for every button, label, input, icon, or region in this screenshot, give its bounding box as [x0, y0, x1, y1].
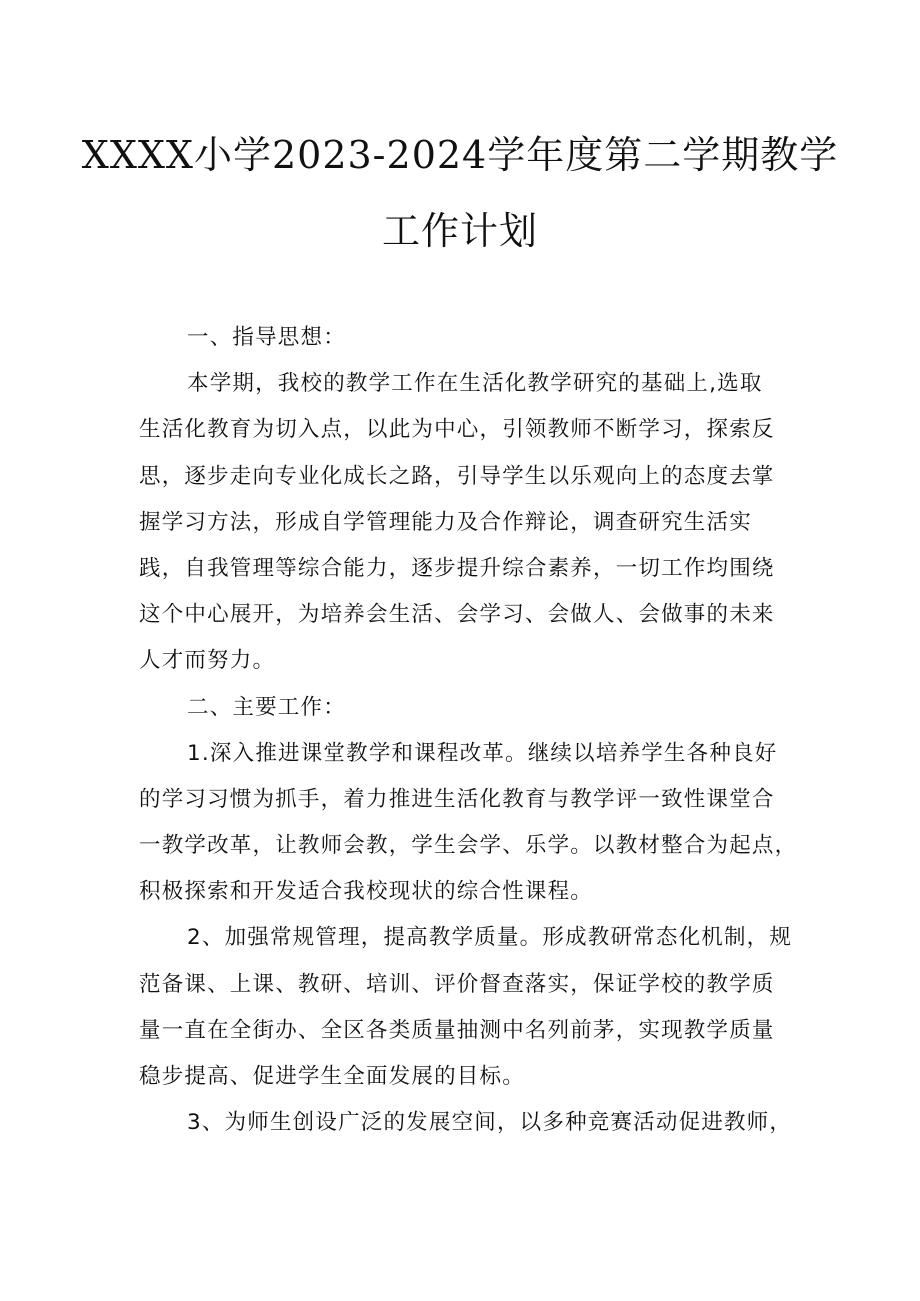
paragraph-line: 这个中心展开，为培养会生活、会学习、会做人、会做事的未来	[139, 602, 775, 628]
paragraph-line: 思，逐步走向专业化成长之路，引导学生以乐观向上的态度去掌	[139, 463, 775, 489]
paragraph-line: 践，自我管理等综合能力，逐步提升综合素养，一切工作均围绕	[139, 555, 775, 581]
paragraph-line: 人才而努力。	[139, 648, 276, 674]
paragraph-line: 2、加强常规管理，提高教学质量。形成教研常态化机制，规	[187, 925, 793, 951]
paragraph-line: 1.深入推进课堂教学和课程改革。继续以培养学生各种良好	[187, 740, 778, 766]
paragraph-line: 量一直在全街办、全区各类质量抽测中名列前茅，实现教学质量	[139, 1017, 775, 1043]
paragraph-line: 积极探索和开发适合我校现状的综合性课程。	[139, 879, 594, 905]
document-title-line-2: 工作计划	[381, 209, 538, 253]
paragraph-line: 范备课、上课、教研、培训、评价督查落实，保证学校的教学质	[139, 971, 775, 997]
document-body	[139, 315, 798, 1146]
section-heading-main-work: 二、主要工作：	[187, 694, 346, 720]
paragraph-line: 的学习习惯为抓手，着力推进生活化教育与教学评一致性课堂合	[139, 786, 775, 812]
paragraph-line: 生活化教育为切入点，以此为中心，引领教师不断学习，探索反	[139, 417, 775, 443]
section-heading-guiding-thought: 一、指导思想：	[187, 325, 346, 350]
paragraph-line: 握学习方法，形成自学管理能力及合作辩论，调查研究生活实	[139, 509, 752, 535]
paragraph-line: 稳步提高、促进学生全面发展的目标。	[139, 1064, 525, 1089]
paragraph-line: 一教学改革，让教师会教，学生会学、乐学。以教材整合为起点，	[139, 833, 798, 859]
paragraph-line: 3、为师生创设广泛的发展空间，以多种竞赛活动促进教师，	[187, 1110, 793, 1136]
document-title-line-1: XXXX小学2023-2024学年度第二学期教学	[81, 133, 839, 177]
paragraph-line: 本学期，我校的教学工作在生活化教学研究的基础上,选取	[187, 371, 763, 397]
